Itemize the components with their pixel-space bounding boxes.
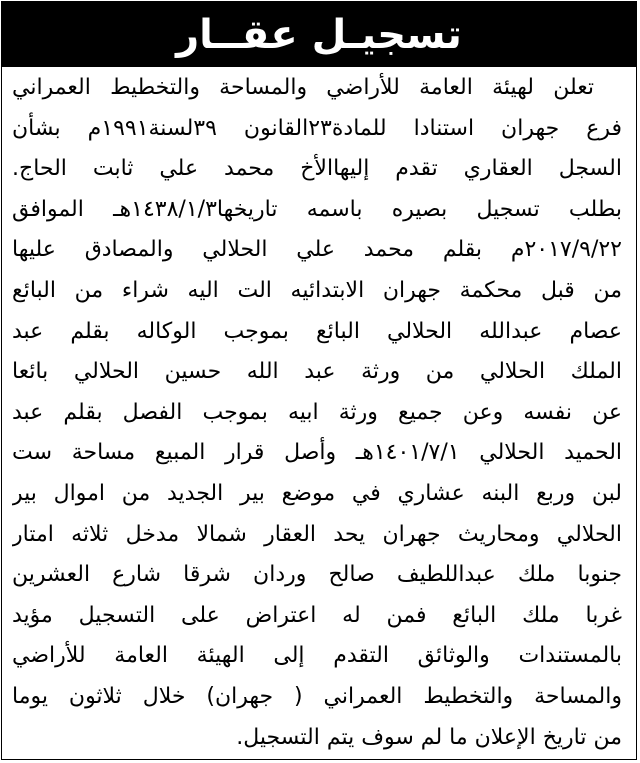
- notice-line: من قبل محكمة جهران الابتدائيه الت اليه شراء من البائع: [12, 277, 622, 303]
- notice-line: لبن وربع البنه عشاري في موضع بير الجديد من اموال بير: [12, 480, 622, 506]
- notice-line: السجل العقاري تقدم إليهاالأخ محمد علي ثابت الحاج.: [12, 156, 622, 182]
- notice-title: تسجيـل عقــار: [176, 11, 462, 58]
- notice-line: غربا ملك البائع فمن له اعتراض على التسجيل مؤيد: [12, 602, 622, 628]
- notice-body: [12, 68, 622, 758]
- notice-line: تعلن لهيئة العامة للأراضي والمساحة والتخطيط العمراني: [12, 75, 594, 100]
- notice-line: الحلالي ومحاريث جهران يحد العقار شمالا مدخل ثلاثه امتار: [12, 521, 622, 547]
- title-bar: [2, 2, 636, 67]
- notice-line: جنوبا ملك عبداللطيف صالح وردان شرقا شارع العشرين: [12, 562, 622, 588]
- notice-line: بالمستندات والوثائق التقدم إلى الهيئة العامة للأراضي: [12, 643, 622, 669]
- notice-line: فرع جهران استنادا للمادة٢٣القانون ٣٩لسنة١٩٩١م بشأن: [12, 115, 622, 141]
- notice-line: عن نفسه وعن جميع ورثة ابيه بموجب الفصل بقلم عبد: [12, 399, 622, 425]
- notice-line: الحميد الحلالي ١٤٠١/٧/١هـ وأصل قرار المبيع مساحة ست: [12, 440, 622, 466]
- notice-line: الملك الحلالي من ورثة عبد الله حسين الحلالي بائعا: [12, 359, 622, 385]
- notice-line: عصام عبدالله الحلالي البائع بموجب الوكاله بقلم عبد: [12, 318, 622, 344]
- notice-line: ٢٠١٧/٩/٢٢م بقلم محمد علي الحلالي والمصادق عليها: [12, 237, 622, 263]
- registration-notice: [1, 1, 637, 760]
- notice-line: والمساحة والتخطيط العمراني ( جهران) خلال ثلاثون يوما: [12, 683, 622, 709]
- notice-line: من تاريخ الإعلان ما لم سوف يتم التسجيل.: [236, 724, 622, 750]
- notice-line: بطلب تسجيل بصيره باسمه تاريخها١٤٣٨/١/٣هـ الموافق: [12, 196, 622, 222]
